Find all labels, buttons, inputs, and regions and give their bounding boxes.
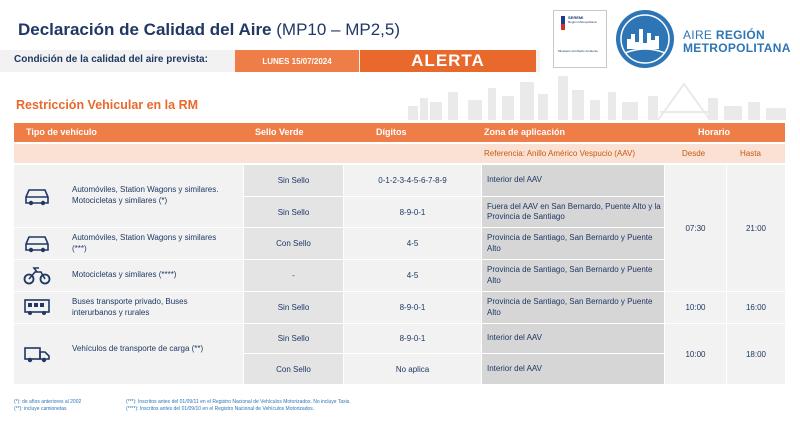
desde-cell: 07:30 <box>665 165 726 291</box>
seremi-label: SEREMI <box>568 15 584 20</box>
flag-blue-icon <box>561 16 565 24</box>
footnote: (***): Inscritos antes del 01/09/11 en el Registro Nacional de Vehículos Motorizados. No incluye Taxis. <box>126 399 351 405</box>
table-subheader <box>14 144 785 163</box>
page-title <box>18 20 400 40</box>
col-zona: Zona de aplicación <box>484 127 566 137</box>
digitos-cell: 4-5 <box>344 260 481 291</box>
flag-red-icon <box>561 24 565 30</box>
car-icon <box>22 185 52 207</box>
vehicle-type-label: Automóviles, Station Wagons y similares. Motocicletas y similares (*) <box>72 185 219 205</box>
zona-cell: Provincia de Santiago, San Bernardo y Puente Alto <box>482 228 664 259</box>
seremi-ministry: Ministerio del Medio Ambiente <box>558 49 599 53</box>
digitos-cell: 4-5 <box>344 228 481 259</box>
title-pollutants: (MP10 – MP2,5) <box>276 20 401 39</box>
footnote: (*): de años anteriores al 2002 <box>14 399 82 405</box>
table-header <box>14 123 785 142</box>
seremi-sub: Región Metropolitana <box>568 20 597 24</box>
col-digitos: Dígitos <box>376 127 407 137</box>
digitos-cell: 8-9-0-1 <box>344 197 481 227</box>
vehicle-type-label: Automóviles, Station Wagons y similares (***) <box>72 233 217 253</box>
seremi-logo <box>553 10 607 68</box>
aire-rm-emblem-icon <box>615 9 675 69</box>
sello-cell: Con Sello <box>244 354 343 384</box>
col-desde: Desde <box>682 149 706 158</box>
table-row <box>14 292 243 323</box>
table-row <box>14 260 243 291</box>
car-icon <box>22 232 52 254</box>
truck-icon <box>22 343 52 365</box>
footnote: (**): incluye camionetas <box>14 406 67 412</box>
sello-cell: Sin Sello <box>244 324 343 353</box>
condition-label: Condición de la calidad del aire prevista: <box>14 54 208 65</box>
table-row <box>14 165 243 227</box>
digitos-cell: 8-9-0-1 <box>344 292 481 323</box>
zona-reference: Referencia: Anillo Américo Vespucio (AAV) <box>484 149 636 158</box>
aire-word: AIRE <box>683 28 713 42</box>
vehicle-type-label: Buses transporte privado, Buses interurbanos y rurales <box>72 297 188 317</box>
footnote: (****): Inscritos antes del 01/09/10 en el Registro Nacional de Vehículos Motorizados. <box>126 406 315 412</box>
section-title: Restricción Vehicular en la RM <box>16 98 199 112</box>
desde-cell: 10:00 <box>665 324 726 384</box>
motorcycle-icon <box>22 264 52 286</box>
restriction-table <box>14 165 785 384</box>
table-row <box>14 228 243 259</box>
col-vehicle-type: Tipo de vehículo <box>26 127 97 137</box>
forecast-date: LUNES 15/07/2024 <box>235 50 359 72</box>
zona-cell: Provincia de Santiago, San Bernardo y Puente Alto <box>482 292 664 323</box>
col-sello-verde: Sello Verde <box>255 127 304 137</box>
metropolitana-word: METROPOLITANA <box>683 41 791 55</box>
zona-cell: Interior del AAV <box>482 324 664 353</box>
digitos-cell: 8-9-0-1 <box>344 324 481 353</box>
hasta-cell: 16:00 <box>727 292 785 323</box>
city-skyline-icon <box>408 72 792 120</box>
sello-cell: - <box>244 260 343 291</box>
title-main: Declaración de Calidad del Aire <box>18 20 272 39</box>
sello-cell: Con Sello <box>244 228 343 259</box>
col-hasta: Hasta <box>740 149 761 158</box>
footnotes-left <box>14 399 81 413</box>
sello-cell: Sin Sello <box>244 292 343 323</box>
desde-cell: 10:00 <box>665 292 726 323</box>
zona-cell: Interior del AAV <box>482 354 664 384</box>
status-badge: ALERTA <box>360 50 536 72</box>
vehicle-type-label: Vehículos de transporte de carga (**) <box>72 344 204 353</box>
zona-cell: Provincia de Santiago, San Bernardo y Puente Alto <box>482 260 664 291</box>
zona-cell: Fuera del AAV en San Bernardo, Puente Alto y la Provincia de Santiago <box>482 197 664 227</box>
sello-cell: Sin Sello <box>244 165 343 196</box>
col-horario: Horario <box>698 127 731 137</box>
hasta-cell: 18:00 <box>727 324 785 384</box>
footnotes-right <box>126 399 351 413</box>
digitos-cell: No aplica <box>344 354 481 384</box>
aire-region-text <box>683 28 765 42</box>
hasta-cell: 21:00 <box>727 165 785 291</box>
vehicle-type-label: Motocicletas y similares (****) <box>72 270 177 279</box>
region-word: REGIÓN <box>715 28 765 42</box>
table-row <box>14 324 243 384</box>
sello-cell: Sin Sello <box>244 197 343 227</box>
bus-icon <box>22 296 52 318</box>
zona-cell: Interior del AAV <box>482 165 664 196</box>
logos <box>549 6 789 72</box>
digitos-cell: 0-1-2-3-4-5-6-7-8-9 <box>344 165 481 196</box>
